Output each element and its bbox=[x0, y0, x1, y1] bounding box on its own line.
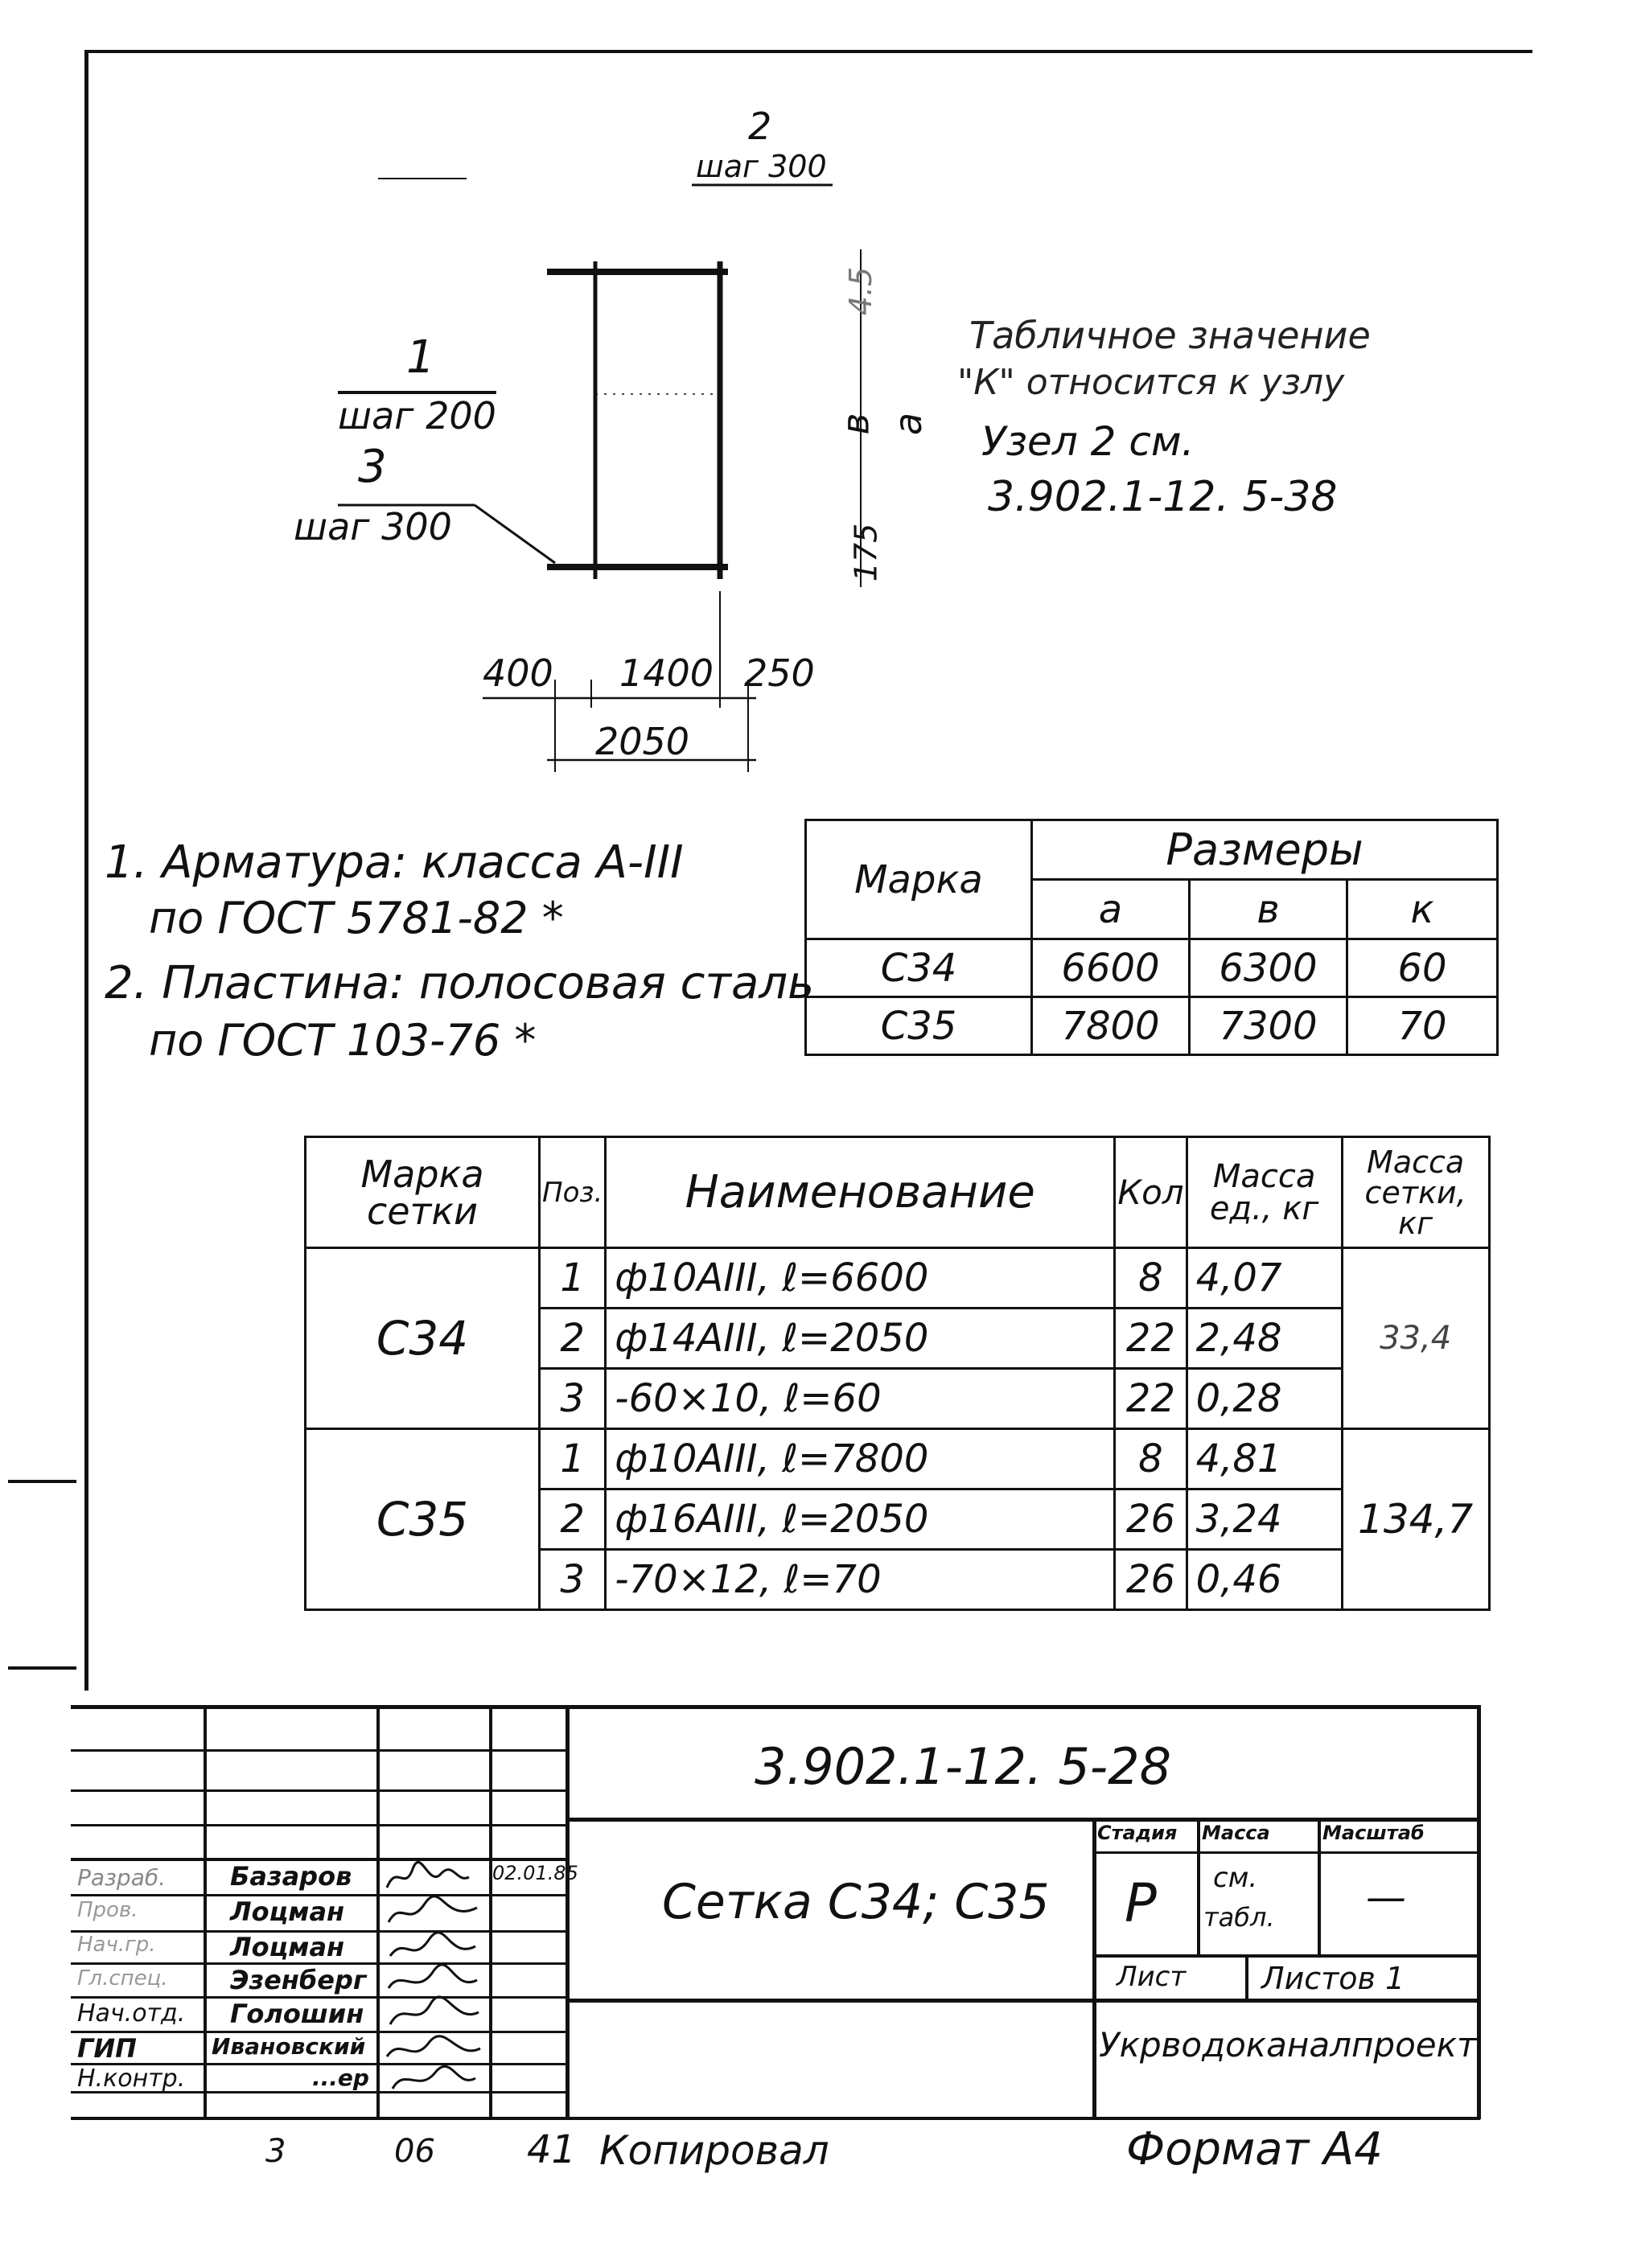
name-1: Базаров bbox=[230, 1861, 352, 1892]
size-table-header-k: к bbox=[1347, 880, 1498, 939]
scale-value: — bbox=[1366, 1874, 1406, 1921]
role-norm-control: Н.контр. bbox=[77, 2065, 186, 2093]
dim-top-small: 4.5 bbox=[843, 266, 879, 316]
note-2a: 2. Пластина: полосовая сталь bbox=[105, 957, 815, 1009]
spec-name: ф10АIII, ℓ=7800 bbox=[606, 1429, 1115, 1489]
spec-header-mass-unit: Масса ед., кг bbox=[1187, 1137, 1342, 1248]
stage-header: Стадия bbox=[1097, 1822, 1178, 1844]
size-b: 6300 bbox=[1190, 939, 1347, 997]
title-block bbox=[71, 1705, 1480, 2119]
size-mark: С34 bbox=[806, 939, 1032, 997]
bar3-step: шаг 300 bbox=[294, 505, 452, 549]
name-5: Голошин bbox=[230, 1999, 364, 2029]
spec-mass: 4,81 bbox=[1187, 1429, 1342, 1489]
footer-copied: Копировал bbox=[599, 2127, 829, 2174]
spec-name: -70×12, ℓ=70 bbox=[606, 1550, 1115, 1610]
scale-header: Масштаб bbox=[1322, 1822, 1425, 1844]
role-group-head: Нач.гр. bbox=[77, 1933, 156, 1957]
size-table bbox=[804, 819, 1499, 1056]
spec-mesh-mass: 134,7 bbox=[1342, 1429, 1489, 1610]
footer-number: 41 bbox=[527, 2127, 577, 2172]
dim-400: 400 bbox=[483, 651, 553, 695]
spec-mass: 0,28 bbox=[1187, 1369, 1342, 1429]
spec-name: ф14АIII, ℓ=2050 bbox=[606, 1309, 1115, 1369]
name-4: Эзенберг bbox=[230, 1965, 367, 1995]
mass-value-2: табл. bbox=[1203, 1902, 1275, 1933]
spec-table bbox=[304, 1136, 1491, 1611]
name-2: Лоцман bbox=[230, 1896, 345, 1927]
name-6: Ивановский bbox=[212, 2033, 366, 2060]
spec-mark: С35 bbox=[306, 1429, 540, 1610]
spec-pos: 1 bbox=[540, 1429, 606, 1489]
table-row bbox=[306, 1248, 1490, 1309]
mesh-drawing bbox=[0, 0, 1637, 804]
spec-pos: 1 bbox=[540, 1248, 606, 1309]
spec-mass: 4,07 bbox=[1187, 1248, 1342, 1309]
spec-mass: 3,24 bbox=[1187, 1489, 1342, 1550]
bar1-label: 1 bbox=[406, 331, 435, 384]
spec-header-qty: Кол bbox=[1115, 1137, 1187, 1248]
bar1-step: шаг 200 bbox=[338, 394, 496, 438]
role-chief-engineer: ГИП bbox=[77, 2033, 137, 2064]
spec-mass: 0,46 bbox=[1187, 1550, 1342, 1610]
name-7: ...ер bbox=[312, 2065, 369, 2091]
spec-header-name: Наименование bbox=[606, 1137, 1115, 1248]
spec-qty: 22 bbox=[1115, 1369, 1187, 1429]
spec-header-mass-mesh: Масса сетки, кг bbox=[1342, 1137, 1489, 1248]
size-table-header-sizes: Размеры bbox=[1032, 820, 1498, 880]
spec-pos: 3 bbox=[540, 1550, 606, 1610]
mass-header: Масса bbox=[1202, 1822, 1270, 1844]
spec-name: -60×10, ℓ=60 bbox=[606, 1369, 1115, 1429]
bar3-label: 3 bbox=[358, 441, 387, 493]
margin-tick bbox=[8, 1480, 76, 1483]
spec-qty: 8 bbox=[1115, 1248, 1187, 1309]
signatures bbox=[380, 1859, 485, 2093]
spec-pos: 3 bbox=[540, 1369, 606, 1429]
size-table-header-b: в bbox=[1190, 880, 1347, 939]
spec-qty: 26 bbox=[1115, 1489, 1187, 1550]
size-a: 7800 bbox=[1032, 997, 1190, 1055]
size-mark: С35 bbox=[806, 997, 1032, 1055]
bar2-label: 2 bbox=[748, 105, 772, 148]
name-3: Лоцман bbox=[230, 1932, 345, 1962]
role-chief-specialist: Гл.спец. bbox=[77, 1966, 168, 1991]
note-1b: по ГОСТ 5781-82 * bbox=[149, 893, 564, 943]
size-table-header-a: а bbox=[1032, 880, 1190, 939]
footer-left-1: 3 bbox=[265, 2133, 286, 2170]
size-table-header-mark: Марка bbox=[806, 820, 1032, 939]
size-k: 70 bbox=[1347, 997, 1498, 1055]
dim-bottom-small: 175 bbox=[848, 523, 884, 582]
drawing-title: Сетка С34; С35 bbox=[662, 1874, 1050, 1930]
sign-date: 02.01.85 bbox=[492, 1862, 578, 1884]
table-row bbox=[806, 939, 1498, 997]
stage-value: Р bbox=[1125, 1872, 1157, 1934]
role-developer: Разраб. bbox=[77, 1864, 167, 1891]
spec-qty: 22 bbox=[1115, 1309, 1187, 1369]
dim-250: 250 bbox=[744, 651, 815, 695]
spec-header-pos: Поз. bbox=[540, 1137, 606, 1248]
doc-code: 3.902.1-12. 5-28 bbox=[755, 1737, 1172, 1796]
spec-pos: 2 bbox=[540, 1489, 606, 1550]
footer-format: Формат А4 bbox=[1126, 2123, 1383, 2176]
footer-left-2: 06 bbox=[394, 2133, 435, 2170]
sheet-header: Лист bbox=[1117, 1961, 1187, 1993]
size-a: 6600 bbox=[1032, 939, 1190, 997]
spec-name: ф10АIII, ℓ=6600 bbox=[606, 1248, 1115, 1309]
dim-2050: 2050 bbox=[595, 720, 690, 763]
dim-1400: 1400 bbox=[619, 651, 714, 695]
note-right-line1: Табличное значение bbox=[969, 314, 1371, 357]
sheets-header: Листов 1 bbox=[1261, 1961, 1405, 1996]
bar2-step: шаг 300 bbox=[696, 149, 827, 184]
role-checker: Пров. bbox=[77, 1898, 138, 1922]
note-right-line4: 3.902.1-12. 5-38 bbox=[988, 473, 1338, 521]
size-k: 60 bbox=[1347, 939, 1498, 997]
note-1a: 1. Арматура: класса А-III bbox=[105, 836, 684, 889]
table-row bbox=[306, 1429, 1490, 1489]
spec-header-mark: Марка сетки bbox=[306, 1137, 540, 1248]
mass-value-1: см. bbox=[1213, 1862, 1258, 1894]
spec-name: ф16АIII, ℓ=2050 bbox=[606, 1489, 1115, 1550]
dim-a: а bbox=[886, 412, 931, 436]
spec-mass: 2,48 bbox=[1187, 1309, 1342, 1369]
note-right-line2: "К" относится к узлу bbox=[957, 362, 1345, 403]
spec-mesh-mass: 33,4 bbox=[1342, 1248, 1489, 1429]
note-2b: по ГОСТ 103-76 * bbox=[149, 1015, 537, 1066]
table-row bbox=[806, 997, 1498, 1055]
spec-qty: 8 bbox=[1115, 1429, 1187, 1489]
spec-pos: 2 bbox=[540, 1309, 606, 1369]
margin-tick bbox=[8, 1666, 76, 1670]
dim-b: в bbox=[833, 413, 878, 435]
organization: Укрводоканалпроект bbox=[1099, 2025, 1477, 2065]
size-b: 7300 bbox=[1190, 997, 1347, 1055]
spec-mark: С34 bbox=[306, 1248, 540, 1429]
role-dept-head: Нач.отд. bbox=[77, 1999, 186, 2028]
spec-qty: 26 bbox=[1115, 1550, 1187, 1610]
note-right-line3: Узел 2 см. bbox=[981, 418, 1195, 465]
